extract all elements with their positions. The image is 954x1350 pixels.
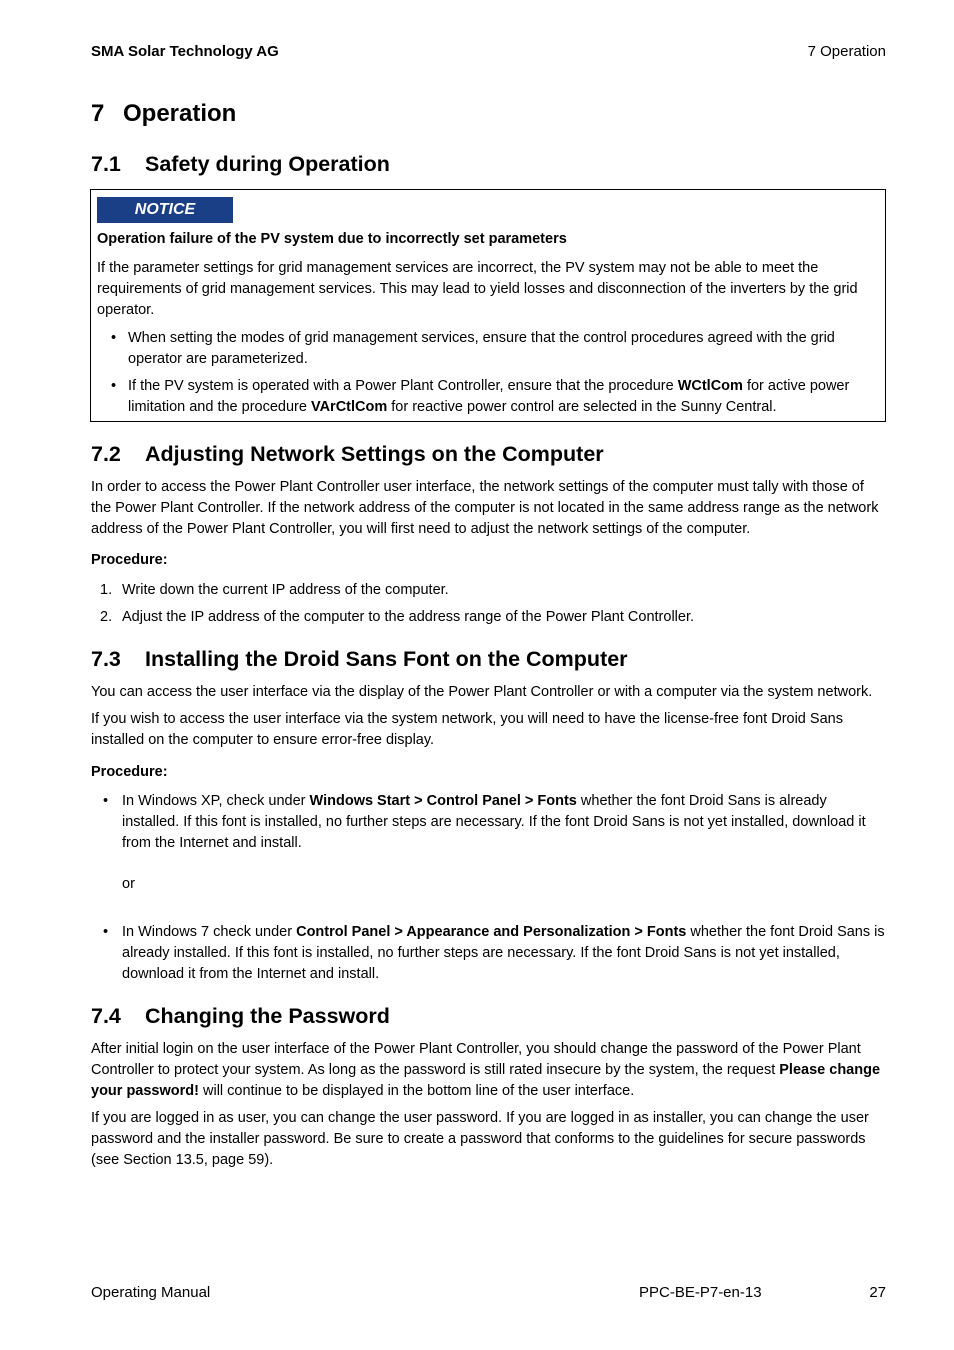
notice-title: Operation failure of the PV system due to incorrectly set parameters — [97, 231, 567, 247]
section-title: Safety during Operation — [145, 152, 390, 176]
page-number: 27 — [869, 1284, 886, 1301]
section-title: Installing the Droid Sans Font on the Computer — [145, 647, 628, 671]
page-header — [91, 43, 886, 65]
header-company: SMA Solar Technology AG — [91, 43, 279, 60]
section-7-2-heading — [91, 442, 604, 467]
page-footer — [91, 1284, 886, 1306]
section-title: Changing the Password — [145, 1004, 390, 1028]
section-number: 7.1 — [91, 152, 121, 176]
section-7-3-heading — [91, 647, 628, 672]
section-7-3-paragraph: You can access the user interface via the display of the Power Plant Controller or with a computer via the system network. — [91, 684, 873, 700]
bullet-icon: • — [103, 924, 109, 940]
chapter-number: 7 — [91, 100, 105, 127]
section-7-3-paragraph: If you wish to access the user interface via the system network, you will need to have the license-free font Droid Sans installed on the computer to ensure error-free display. — [91, 711, 843, 748]
footer-doc-code: PPC-BE-P7-en-13 — [639, 1284, 762, 1301]
procedure-step: 2. Adjust the IP address of the computer to the address range of the Power Plant Controller. — [100, 609, 695, 625]
notice-text: If the parameter settings for grid management services are incorrect, the PV system may not be able to meet the requirements of grid management services. This may lead to yield losses and disconnection of the inverters by the grid operator. — [97, 260, 858, 318]
chapter-title — [91, 100, 236, 128]
section-7-4-paragraph: After initial login on the user interface of the Power Plant Controller, you should change the password of the Power Plant Controller to protect your system. As long as the password is still rated insecure by the system, the request Please change your password! will continue to be displayed in the bottom line of the user interface. — [91, 1041, 881, 1099]
procedure-label: Procedure: — [91, 552, 168, 568]
bullet-text: In Windows 7 check under Control Panel > Appearance and Personalization > Fonts whether the font Droid Sans is already installed. If this font is installed, no further steps are necessary. If the font Droid Sans is not yet installed, download it from the Internet and install. — [122, 924, 885, 982]
bullet-icon: • — [111, 330, 117, 346]
header-section: 7 Operation — [807, 43, 886, 60]
notice-label: NOTICE — [97, 197, 233, 223]
section-7-2-intro: In order to access the Power Plant Controller user interface, the network settings of the computer must tally with those of the Power Plant Controller. If the network address of the computer is not located in the same address range as the network address of the Power Plant Controller, you will first need to adjust the network settings of the computer. — [91, 479, 879, 537]
bullet-text: In Windows XP, check under Windows Start > Control Panel > Fonts whether the font Droid Sans is already installed. If this font is installed, no further steps are necessary. If the font Droid Sans is not yet installed, download it from the Internet and install. — [122, 793, 866, 851]
or-text: or — [122, 876, 135, 892]
bullet-text: When setting the modes of grid management services, ensure that the control procedures agreed with the grid operator are parameterized. — [128, 330, 835, 367]
bullet-text: If the PV system is operated with a Power Plant Controller, ensure that the procedure WCtlCom for active power limitation and the procedure VArCtlCom for reactive power control are selected in the Sunny Central. — [128, 378, 850, 415]
notice-box — [90, 189, 886, 422]
section-number: 7.3 — [91, 647, 121, 671]
section-title: Adjusting Network Settings on the Computer — [145, 442, 604, 466]
chapter-title-text: Operation — [123, 100, 237, 127]
section-7-4-heading — [91, 1004, 390, 1029]
procedure-step: 1. Write down the current IP address of the computer. — [100, 582, 449, 598]
bullet-icon: • — [103, 793, 109, 809]
section-7-1-heading — [91, 152, 390, 177]
section-number: 7.2 — [91, 442, 121, 466]
procedure-label: Procedure: — [91, 764, 168, 780]
section-7-4-paragraph: If you are logged in as user, you can change the user password. If you are logged in as installer, you can change the user password and the installer password. Be sure to create a password that conforms to the guidelines for secure passwords (see Section 13.5, page 59). — [91, 1110, 869, 1168]
section-number: 7.4 — [91, 1004, 121, 1028]
bullet-icon: • — [111, 378, 117, 394]
footer-doc-title: Operating Manual — [91, 1284, 211, 1301]
